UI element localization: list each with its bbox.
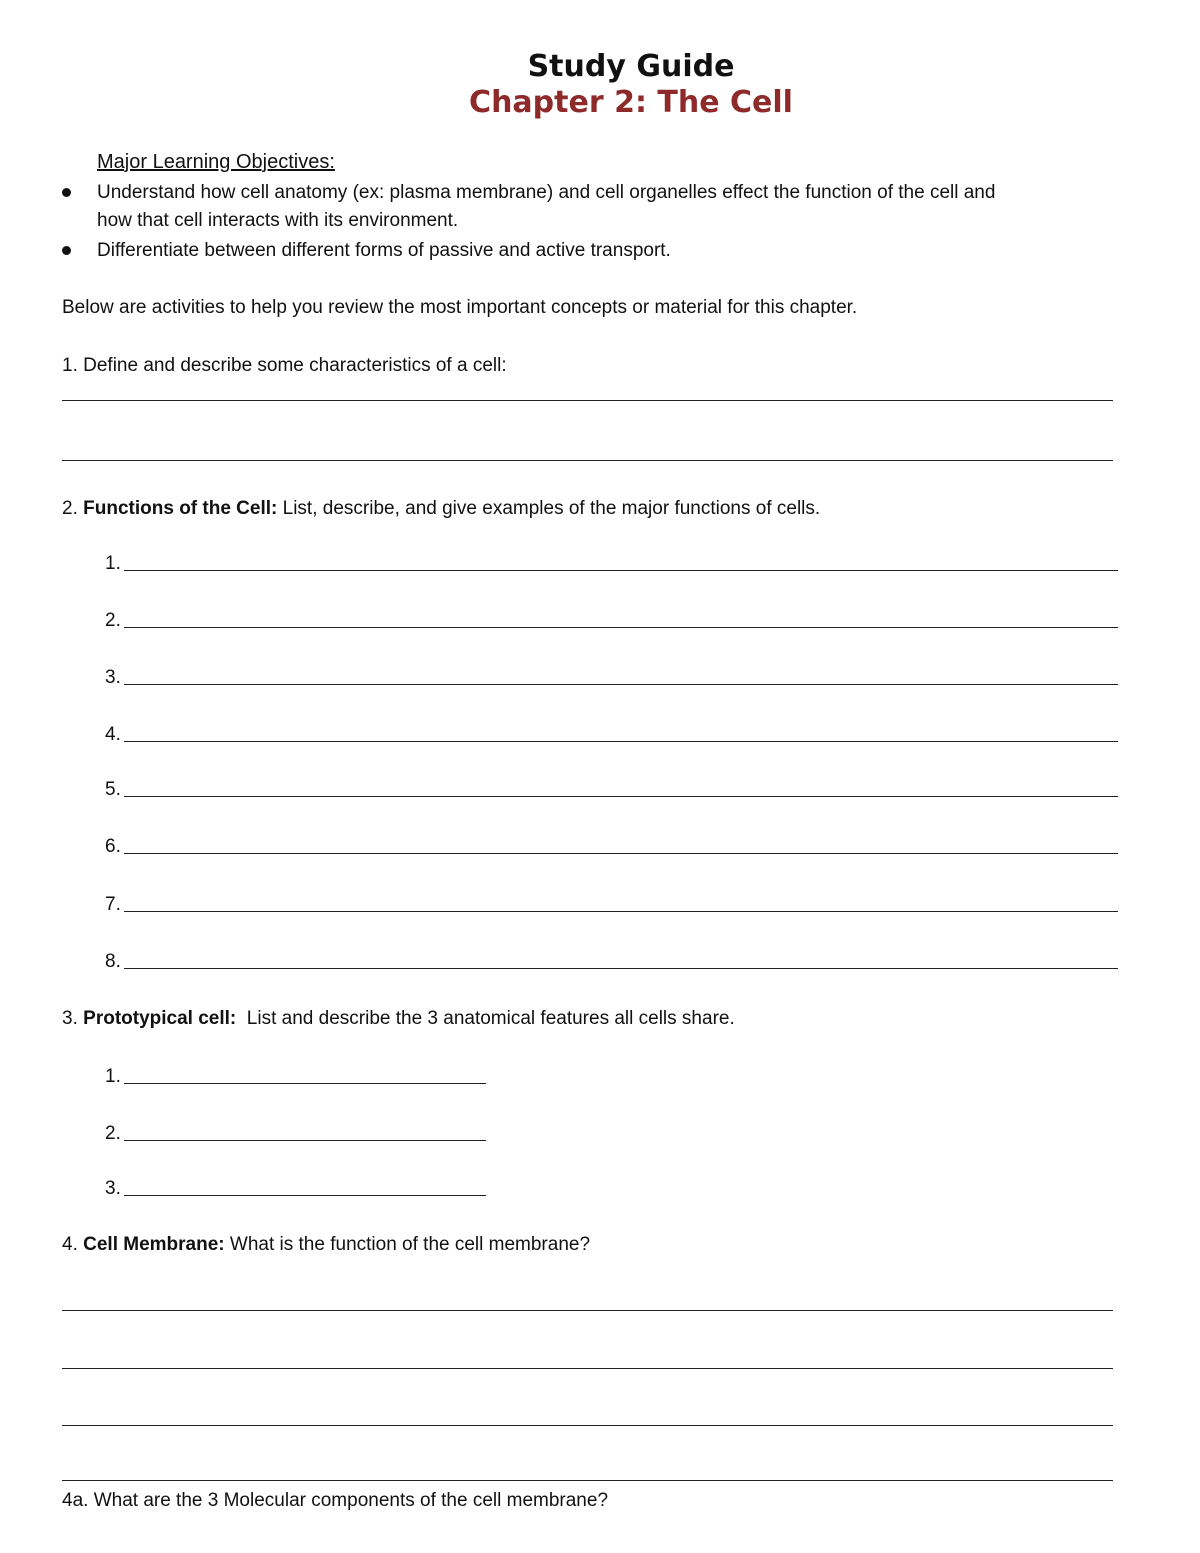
blank-label: 3.	[105, 667, 121, 688]
bullet-icon	[62, 188, 71, 197]
answer-line[interactable]	[124, 684, 1118, 685]
answer-line[interactable]	[124, 570, 1118, 571]
question-bold-label: Cell Membrane:	[83, 1234, 225, 1255]
bullet-icon	[62, 246, 71, 255]
question-number: 2.	[62, 498, 78, 519]
question-4a: 4a. What are the 3 Molecular components of the cell membrane?	[62, 1490, 609, 1511]
question-bold-label: Functions of the Cell:	[83, 498, 278, 519]
answer-line[interactable]	[124, 1083, 486, 1084]
blank-label: 5.	[105, 779, 121, 800]
intro-text: Below are activities to help you review the most important concepts or material for this chapter.	[62, 297, 858, 318]
blank-label: 1.	[105, 1066, 121, 1087]
question-text: What is the function of the cell membrane?	[224, 1234, 591, 1255]
answer-line[interactable]	[124, 853, 1118, 854]
chapter-title: Chapter 2: The Cell	[469, 85, 793, 120]
question-3	[62, 1009, 735, 1028]
question-number: 1.	[62, 355, 78, 376]
blank-label: 3.	[105, 1178, 121, 1199]
answer-line[interactable]	[62, 1480, 1113, 1481]
answer-line[interactable]	[62, 1368, 1113, 1369]
objective-item-continued: how that cell interacts with its environment.	[97, 210, 459, 231]
blank-label: 8.	[105, 951, 121, 972]
question-bold-label: Prototypical cell:	[83, 1008, 237, 1029]
objective-item: Understand how cell anatomy (ex: plasma membrane) and cell organelles effect the function of the cell and	[97, 182, 996, 203]
answer-line[interactable]	[124, 1195, 486, 1196]
answer-line[interactable]	[62, 1425, 1113, 1426]
question-1	[62, 356, 507, 375]
page-title: Study Guide	[527, 49, 735, 84]
answer-line[interactable]	[124, 627, 1118, 628]
blank-label: 4.	[105, 724, 121, 745]
answer-line[interactable]	[124, 911, 1118, 912]
blank-label: 1.	[105, 553, 121, 574]
objectives-heading: Major Learning Objectives:	[97, 151, 335, 173]
question-text: Define and describe some characteristics of a cell:	[83, 355, 507, 376]
answer-line[interactable]	[124, 741, 1118, 742]
blank-label: 2.	[105, 610, 121, 631]
answer-line[interactable]	[124, 796, 1118, 797]
blank-label: 2.	[105, 1123, 121, 1144]
answer-line[interactable]	[62, 1310, 1113, 1311]
question-number: 4.	[62, 1234, 78, 1255]
objective-item: Differentiate between different forms of passive and active transport.	[97, 240, 671, 261]
question-text: List and describe the 3 anatomical features all cells share.	[236, 1008, 735, 1029]
answer-line[interactable]	[62, 400, 1113, 401]
answer-line[interactable]	[124, 968, 1118, 969]
question-2	[62, 499, 820, 518]
question-number: 3.	[62, 1008, 78, 1029]
blank-label: 7.	[105, 894, 121, 915]
blank-label: 6.	[105, 836, 121, 857]
answer-line[interactable]	[62, 460, 1113, 461]
question-text: List, describe, and give examples of the major functions of cells.	[277, 498, 821, 519]
answer-line[interactable]	[124, 1140, 486, 1141]
question-4	[62, 1235, 590, 1254]
